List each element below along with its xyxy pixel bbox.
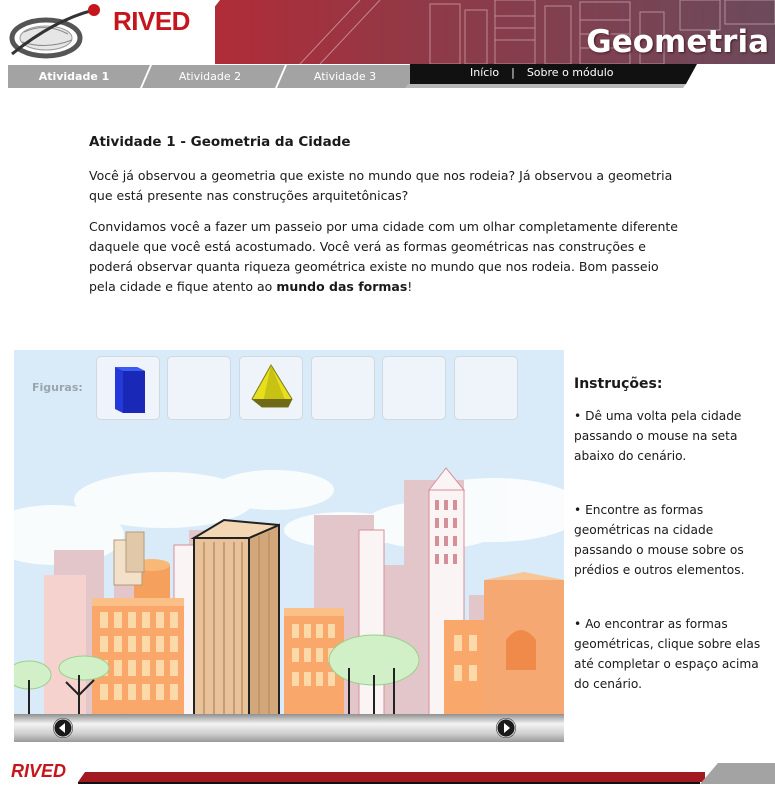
link-separator: | bbox=[511, 66, 515, 79]
shape-slot-5[interactable] bbox=[382, 356, 446, 420]
orange-building-left bbox=[92, 598, 184, 715]
module-title: Geometria bbox=[586, 24, 769, 60]
yellow-pyramid-icon bbox=[240, 357, 302, 419]
sobre-modulo-link[interactable]: Sobre o módulo bbox=[526, 66, 614, 79]
scroll-track bbox=[14, 714, 564, 744]
instructions-title: Instruções: bbox=[574, 376, 663, 392]
tab-atividade-1[interactable] bbox=[8, 65, 140, 88]
tab-atividade-2[interactable] bbox=[145, 65, 275, 88]
header bbox=[0, 0, 775, 64]
tall-tower bbox=[194, 520, 279, 715]
city-scene bbox=[14, 350, 564, 715]
paragraph-end: ! bbox=[407, 279, 413, 294]
tab-label: Atividade 3 bbox=[313, 70, 377, 83]
scroll-left-arrow-icon[interactable] bbox=[53, 718, 73, 738]
shape-slot-2[interactable] bbox=[167, 356, 231, 420]
footer bbox=[0, 758, 775, 786]
inicio-link[interactable]: Início bbox=[470, 66, 500, 79]
figuras-label: Figuras: bbox=[32, 381, 83, 394]
scene-scroll-bar bbox=[14, 714, 564, 744]
invitation-paragraph bbox=[89, 217, 689, 297]
intro-paragraph: Você já observou a geometria que existe no mundo que nos rodeia? Já observou a geometria que está presente nas construções arquitetônicas? bbox=[89, 168, 673, 203]
logo-text: RIVED bbox=[113, 6, 190, 36]
tab-label: Atividade 1 bbox=[38, 70, 110, 83]
tab-atividade-3[interactable] bbox=[280, 65, 410, 88]
instruction-item: • Dê uma volta pela cidade passando o mouse na seta abaixo do cenário. bbox=[574, 409, 742, 463]
blue-prism-icon bbox=[97, 357, 159, 419]
footer-bar bbox=[0, 758, 775, 786]
mundo-das-formas-bold: mundo das formas bbox=[276, 279, 408, 294]
globe-logo-icon bbox=[4, 2, 104, 62]
tab-label: Atividade 2 bbox=[178, 70, 242, 83]
top-links bbox=[470, 66, 613, 79]
instruction-item: • Ao encontrar as formas geométricas, clique sobre elas até completar o espaço acima do cenário. bbox=[574, 617, 761, 691]
paragraph-text: Convidamos você a fazer um passeio por uma cidade com um olhar completamente diferente daquele que você está acostumado. Você verá as formas geométricas nas construções e poderá observar quanta riqueza geométrica existe no mundo que nos rodeia. Bom passeio pela cidade e fique atento ao bbox=[89, 219, 678, 294]
scroll-right-arrow-icon[interactable] bbox=[496, 718, 516, 738]
main-content bbox=[89, 134, 689, 308]
shape-slot-3[interactable] bbox=[239, 356, 303, 420]
shape-slot-1[interactable] bbox=[96, 356, 160, 420]
instruction-item: • Encontre as formas geométricas na cidade passando o mouse sobre os prédios e outros elementos. bbox=[574, 503, 745, 577]
shape-slot-6[interactable] bbox=[454, 356, 518, 420]
shape-slot-4[interactable] bbox=[311, 356, 375, 420]
page-title: Atividade 1 - Geometria da Cidade bbox=[89, 134, 351, 150]
footer-rived-logo[interactable]: RIVED bbox=[11, 761, 67, 781]
instructions-panel bbox=[574, 376, 774, 728]
rived-logo[interactable] bbox=[0, 0, 215, 64]
